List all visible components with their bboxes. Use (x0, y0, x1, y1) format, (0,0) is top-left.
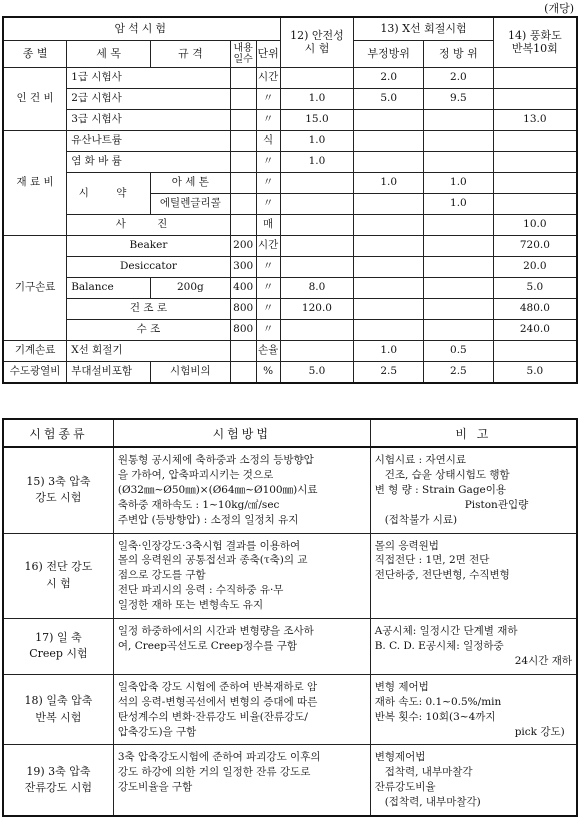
cost-row (3, 89, 577, 110)
test-method-line: 3축 압축강도시험에 준하여 파괴강도 이후의 (117, 751, 321, 764)
row-value-13a (354, 278, 424, 299)
row-value-12 (280, 173, 354, 194)
test-note (370, 674, 577, 745)
test-method-line: 원통형 공시체에 축하중과 소정의 등방향압 (117, 454, 314, 466)
group-label-machine: 기계손료 (3, 341, 67, 362)
test-method-line: 전단 파괴시의 응력 : 수직하중 유·무 (117, 584, 284, 597)
test-note-line: 반복 횟수: 10회(3∼4까지 (374, 710, 496, 723)
unit-note: (개당) (544, 2, 574, 15)
test-note-line: 접착력, 내부마찰각 (384, 766, 473, 779)
cost-row (3, 110, 577, 131)
cost-row (3, 299, 577, 320)
row-value-12: 1.0 (280, 152, 354, 173)
row-spec: 아 세 톤 (150, 173, 230, 194)
test-name-line: 강도 시험 (35, 491, 82, 505)
cost-row (3, 341, 577, 362)
row-value-13a (354, 152, 424, 173)
cost-row (3, 173, 577, 194)
test-note-line: (접착불가 시료) (384, 513, 458, 526)
row-value-14: 5.0 (493, 278, 577, 299)
row-value-13b: 0.5 (424, 341, 494, 362)
header-col13b: 정 방 위 (424, 41, 494, 68)
row-value-13a: 2.0 (354, 68, 424, 89)
row-value-12 (280, 257, 354, 278)
row-value-13b: 2.5 (424, 362, 494, 384)
row-value-13a (354, 131, 424, 152)
cost-row (3, 278, 577, 299)
methods-header-note: 비 고 (370, 419, 577, 447)
row-item: X선 회절기 (67, 341, 230, 362)
row-item: 1급 시험사 (67, 68, 230, 89)
row-value-13a (354, 257, 424, 278)
row-item: 시 약 (67, 173, 151, 215)
row-value-13a: 5.0 (354, 89, 424, 110)
group-label-labor: 인 건 비 (3, 68, 67, 131)
row-spec: 시험비의 (150, 362, 230, 384)
row-value-14 (493, 173, 577, 194)
row-value-14 (493, 68, 577, 89)
row-value-13b (424, 257, 494, 278)
test-method-line: 일정한 재하 또는 변형속도 유지 (117, 599, 264, 612)
row-value-13b (424, 236, 494, 257)
row-unit: 〃 (256, 173, 280, 194)
row-life (230, 173, 256, 194)
row-value-13b: 2.0 (424, 68, 494, 89)
test-name-line: 16) 전단 강도 (24, 560, 93, 574)
row-value-13a (354, 194, 424, 215)
test-note-line: Piston관입량 (464, 498, 529, 511)
row-value-14 (493, 89, 577, 110)
row-item: 유산나트륨 (67, 131, 230, 152)
row-value-12 (280, 320, 354, 341)
row-life (230, 68, 256, 89)
cost-row (3, 131, 577, 152)
cost-row (3, 362, 577, 384)
method-row (3, 674, 577, 745)
row-value-12: 1.0 (280, 131, 354, 152)
row-value-12: 1.0 (280, 89, 354, 110)
test-method-line: 을 가하여, 압축파괴시키는 것으로 (117, 468, 274, 481)
header-unit: 단위 (256, 41, 280, 68)
test-method-line: 강도 하강에 의한 거의 일정한 잔류 강도로 (117, 766, 311, 779)
row-value-13a: 2.5 (354, 362, 424, 384)
group-label-equipment: 기구손료 (3, 236, 67, 341)
test-name (3, 674, 113, 745)
row-value-13a (354, 299, 424, 320)
row-value-13b (424, 299, 494, 320)
row-value-14 (493, 152, 577, 173)
row-item: 건 조 로 (67, 299, 230, 320)
test-note (370, 745, 577, 816)
test-method-line: 여, Creep곡선도로 Creep정수를 구함 (117, 639, 298, 652)
row-value-13b (424, 278, 494, 299)
test-method (113, 619, 370, 675)
test-method (113, 533, 370, 619)
row-value-14: 5.0 (493, 362, 577, 384)
row-unit: 식 (256, 131, 280, 152)
row-value-13b (424, 110, 494, 131)
test-note-line: 24시간 재하 (514, 654, 572, 667)
row-life: 800 (230, 299, 256, 320)
row-life (230, 215, 256, 236)
test-note-line: B. C. D. E공시체: 일정하중 (374, 639, 504, 652)
test-name-line: Creep 시험 (29, 647, 88, 661)
row-item: 수 조 (67, 320, 230, 341)
row-value-12 (280, 68, 354, 89)
row-unit: 〃 (256, 299, 280, 320)
test-note-line: (접착력, 내부마찰각) (384, 796, 481, 809)
cost-row (3, 215, 577, 236)
cost-row (3, 257, 577, 278)
row-value-13b: 9.5 (424, 89, 494, 110)
test-method (113, 447, 370, 533)
row-item: 사 진 (67, 215, 230, 236)
row-value-12: 120.0 (280, 299, 354, 320)
cost-row (3, 68, 577, 89)
row-unit: 〃 (256, 320, 280, 341)
row-life (230, 341, 256, 362)
test-method-line: 축하중 재하속도 : 1∼10kg/㎠/sec (117, 498, 280, 511)
test-note (370, 447, 577, 533)
row-life (230, 152, 256, 173)
methods-header-method: 시험방법 (113, 419, 370, 447)
test-method (113, 745, 370, 816)
row-value-14: 13.0 (493, 110, 577, 131)
row-item: 부대설비포함 (67, 362, 151, 384)
header-kind: 종 별 (3, 41, 67, 68)
row-life: 800 (230, 320, 256, 341)
test-method-line: 몰의 응력원의 공통접선과 종축(τ축)의 교 (117, 554, 308, 567)
test-name (3, 447, 113, 533)
header-col13: 13) X선 회절시험 (354, 17, 493, 41)
row-spec: 200g (150, 278, 230, 299)
method-row (3, 745, 577, 816)
test-name-line: 15) 3축 압축 (26, 474, 91, 488)
row-value-13a (354, 215, 424, 236)
row-value-13a: 1.0 (354, 173, 424, 194)
header-col13a: 부정방위 (354, 41, 424, 68)
row-value-14: 720.0 (493, 236, 577, 257)
row-life: 200 (230, 236, 256, 257)
test-note-line: 시험시료 : 자연시료 (374, 454, 467, 466)
test-name-line: 시 험 (46, 576, 71, 590)
test-name-line: 19) 3축 압축 (26, 764, 91, 778)
row-item: Balance (67, 278, 151, 299)
row-unit: 〃 (256, 89, 280, 110)
test-method-line: 석의 응력-변형곡선에서 변형의 증대에 따른 (117, 695, 318, 708)
test-note-line: 전단하중, 전단변형, 수직변형 (374, 569, 510, 582)
row-unit: 〃 (256, 194, 280, 215)
test-name (3, 533, 113, 619)
row-item: Beaker (67, 236, 230, 257)
row-value-14: 10.0 (493, 215, 577, 236)
cost-row (3, 152, 577, 173)
row-value-13b (424, 152, 494, 173)
test-note-line: 변 형 량 : Strain Gage이용 (374, 483, 507, 496)
row-value-14 (493, 341, 577, 362)
row-item: 3급 시험사 (67, 110, 230, 131)
method-row (3, 447, 577, 533)
group-label-material: 재 료 비 (3, 131, 67, 236)
header-row-1 (3, 17, 577, 41)
header-spec: 규 격 (150, 41, 230, 68)
row-life (230, 194, 256, 215)
test-method-line: 주변압 (등방향압) : 소정의 일정치 유지 (117, 513, 299, 526)
test-name-line: 잔류강도 시험 (24, 781, 93, 795)
header-col12: 12) 안전성 시 험 (280, 17, 354, 68)
test-note (370, 619, 577, 675)
test-name-line: 반복 시험 (35, 710, 82, 724)
row-value-14: 480.0 (493, 299, 577, 320)
row-unit: 〃 (256, 257, 280, 278)
row-value-13a (354, 110, 424, 131)
method-table (2, 418, 578, 817)
row-life: 400 (230, 278, 256, 299)
test-method-line: 일축압축 강도 시험에 준하여 반복재하로 암 (117, 680, 318, 693)
test-name (3, 619, 113, 675)
row-unit: 〃 (256, 110, 280, 131)
row-value-12: 5.0 (280, 362, 354, 384)
row-value-14: 240.0 (493, 320, 577, 341)
row-unit: 〃 (256, 152, 280, 173)
test-method-line: 탄성계수의 변화·잔류강도 비율(잔류강도/ (117, 710, 308, 723)
method-row (3, 619, 577, 675)
row-value-13b (424, 215, 494, 236)
test-note (370, 533, 577, 619)
row-value-13b: 1.0 (424, 173, 494, 194)
row-spec: 에틸렌글리콜 (150, 194, 230, 215)
row-item: 염 화 바 륨 (67, 152, 230, 173)
row-value-13b: 1.0 (424, 194, 494, 215)
test-method-line: 일정 하중하에서의 시간과 변형량을 조사하 (117, 625, 314, 638)
test-method-line: 압축강도)을 구함 (117, 725, 197, 738)
test-method-line: 일축·인장강도·3축시험 결과를 이용하여 (117, 539, 301, 552)
row-unit: 〃 (256, 278, 280, 299)
row-life (230, 89, 256, 110)
test-name-line: 18) 일축 압축 (24, 694, 93, 708)
header-col14: 14) 풍화도 반복10회 (493, 17, 577, 68)
cost-row (3, 236, 577, 257)
row-value-14: 20.0 (493, 257, 577, 278)
header-group: 암석시험 (3, 17, 280, 41)
row-unit: 시간 (256, 68, 280, 89)
row-value-12: 8.0 (280, 278, 354, 299)
cost-table (2, 16, 578, 384)
row-value-13a (354, 236, 424, 257)
cost-row (3, 320, 577, 341)
row-unit: 시간 (256, 236, 280, 257)
method-row (3, 533, 577, 619)
test-note-line: 변형제어법 (374, 751, 426, 764)
row-value-13a (354, 320, 424, 341)
test-name (3, 745, 113, 816)
test-method (113, 674, 370, 745)
row-value-13b (424, 320, 494, 341)
row-value-13a: 1.0 (354, 341, 424, 362)
test-method-line: 점으로 강도를 구함 (117, 569, 206, 582)
row-value-14 (493, 131, 577, 152)
row-value-12 (280, 341, 354, 362)
row-life (230, 131, 256, 152)
test-note-line: 변형 제어법 (374, 680, 429, 693)
test-name-line: 17) 일 축 (35, 630, 82, 644)
row-unit: 손율 (256, 341, 280, 362)
row-value-12 (280, 215, 354, 236)
row-item: Desiccator (67, 257, 230, 278)
row-value-14 (493, 194, 577, 215)
header-item: 세 목 (67, 41, 151, 68)
methods-header-kind: 시험종류 (3, 419, 113, 447)
test-note-line: 건조, 습윤 상태시험도 행함 (384, 468, 510, 481)
row-item: 2급 시험사 (67, 89, 230, 110)
test-note-line: 잔류강도비율 (374, 781, 436, 794)
row-unit: 매 (256, 215, 280, 236)
test-method-line: 강도비율을 구함 (117, 781, 193, 794)
row-value-12 (280, 236, 354, 257)
header-life: 내용 일수 (230, 41, 256, 68)
test-note-line: A공시체: 일정시간 단계별 재하 (374, 625, 518, 638)
row-life (230, 110, 256, 131)
test-method-line: (Ø32㎜∼Ø50㎜)×(Ø64㎜∼Ø100㎜)시료 (117, 483, 318, 496)
group-label-utility: 수도광열비 (3, 362, 67, 384)
row-value-12: 15.0 (280, 110, 354, 131)
row-unit: % (256, 362, 280, 384)
row-value-12 (280, 194, 354, 215)
test-note-line: 직접전단 : 1면, 2면 전단 (374, 554, 490, 567)
test-note-line: 재하 속도: 0.1∼0.5%/min (374, 695, 502, 708)
test-note-line: pick 강도) (514, 725, 565, 738)
test-note-line: 몰의 응력원법 (374, 539, 439, 552)
row-life (230, 362, 256, 384)
row-life: 300 (230, 257, 256, 278)
row-value-13b (424, 131, 494, 152)
